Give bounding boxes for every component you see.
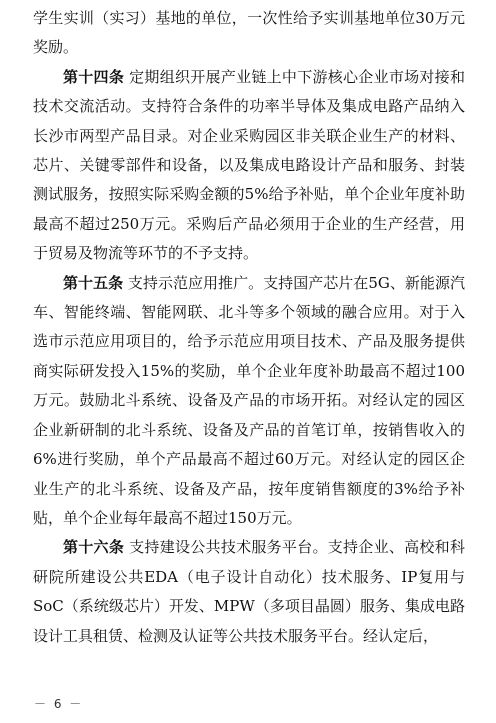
paragraph-continued xyxy=(33,4,465,63)
article-heading: 第十四条 xyxy=(63,67,125,86)
article-heading: 第十五条 xyxy=(63,273,124,292)
paragraph-article-16 xyxy=(33,533,465,651)
paragraph-text: 支持示范应用推广。支持国产芯片在5G、新能源汽车、智能终端、智能网联、北斗等多个领域的融合应用。对于入选市示范应用项目的，给予示范应用项目技术、产品及服务提供商实际研发投入15%的奖励，单个企业年度补助最高不超过100万元。鼓励北斗系统、设备及产品的市场开拓。对经认定的园区企业新研制的北斗系统、设备及产品的首笔订单，按销售收入的6%进行奖励，单个产品最高不超过60万元。对经认定的园区企业生产的北斗系统、设备及产品，按年度销售额度的3%给予补贴，单个企业每年最高不超过150万元。 xyxy=(33,273,465,527)
paragraph-text: 支持建设公共技术服务平台。支持企业、高校和科研院所建设公共EDA（电子设计自动化）技术服务、IP复用与SoC（系统级芯片）开发、MPW（多项目晶圆）服务、集成电路设计工具租赁、检测及认证等公共技术服务平台。经认定后， xyxy=(33,538,465,645)
paragraph-article-14 xyxy=(33,63,465,269)
article-heading: 第十六条 xyxy=(63,538,125,557)
paragraph-text: 定期组织开展产业链上中下游核心企业市场对接和技术交流活动。支持符合条件的功率半导体及集成电路产品纳入长沙市两型产品目录。对企业采购园区非关联企业生产的材料、芯片、关键零部件和设备，以及集成电路设计产品和服务、封装测试服务，按照实际采购金额的5%给予补贴，单个企业年度补助最高不超过250万元。采购后产品必须用于企业的生产经营，用于贸易及物流等环节的不予支持。 xyxy=(33,67,465,263)
page-number: － 6 － xyxy=(34,697,84,711)
paragraph-article-15 xyxy=(33,269,465,534)
document-body xyxy=(33,4,465,651)
paragraph-text: 学生实训（实习）基地的单位，一次性给予实训基地单位30万元奖励。 xyxy=(33,9,465,57)
